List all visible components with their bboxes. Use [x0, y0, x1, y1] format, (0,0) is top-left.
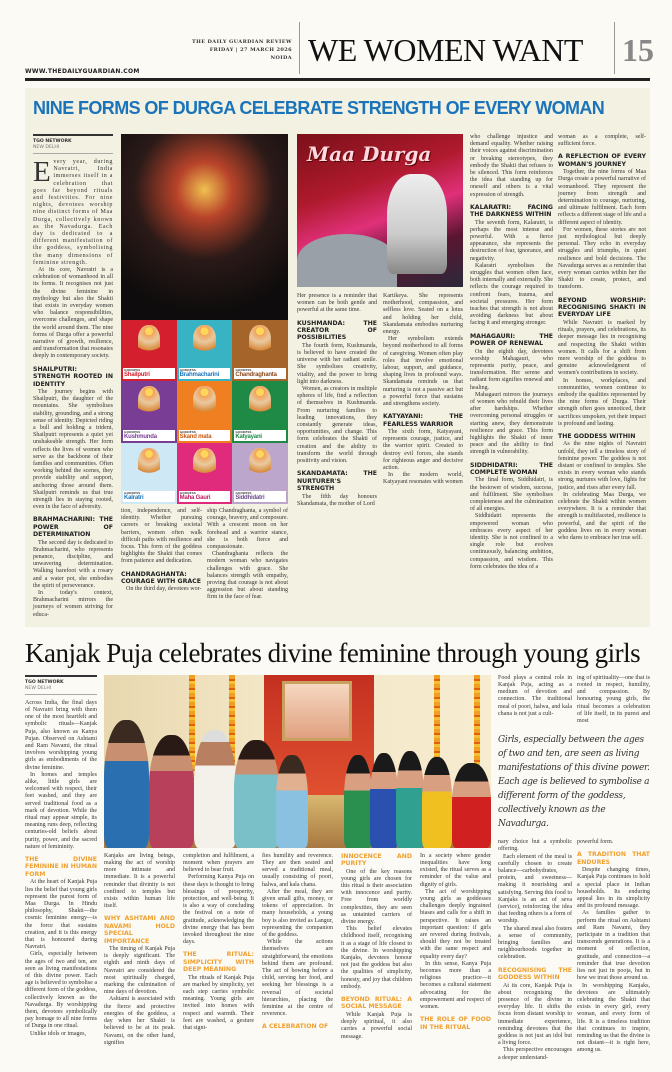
article-column — [33, 134, 113, 619]
goddess-caption: GODDESS — [235, 490, 252, 495]
paragraph: For women, these stories are not just mythological but deeply personal. They echo in everyday struggles and triumphs, in quiet resilience and bold decisions. The Navadurga serves as a reminder that every woman carries within her the Shakti to create, protect, and transform. — [558, 226, 646, 291]
paragraph: The seventh form, Kalaratri, is perhaps the most intense and powerful. With a fierce appearance, she represents the destruction of fear, ignorance, and negativity. — [470, 219, 553, 262]
paragraph: who challenge injustice and demand equality. Whether raising their voices against discrimination or breaking stereotypes, they embody the Shakti that refuses to be silenced. This form reinforces the idea that standing up for oneself and others is a vital expression of strength. — [470, 134, 553, 198]
goddess-name: Kalratri — [124, 494, 144, 501]
goddess-tile-chandraghanta — [232, 320, 288, 381]
goddess-caption: GODDESS — [124, 429, 141, 434]
page-header — [0, 0, 672, 88]
person — [149, 735, 194, 848]
durga-illustration — [121, 134, 288, 320]
article-column — [297, 293, 377, 508]
goddess-label — [179, 430, 231, 441]
subheading: RECOGNISING THE GODDESS WITHIN — [498, 966, 572, 982]
paragraph: The sixth form, Katyayani, represents courage, justice, and the warrior spirit. Created to destroy evil forces, she stands for righteous anger and decisive action. — [383, 429, 463, 472]
byline: TGO NETWORK — [33, 134, 113, 144]
goddess-name: Skand mata — [179, 433, 212, 440]
subheading: MAHAGAURI: THE POWER OF RENEWAL — [470, 332, 553, 348]
paragraph: On the third day, devotees wor- — [126, 586, 202, 593]
paragraph: In today's context, Brahmacharini mirrors the journeys of women striving for educa- — [33, 590, 113, 618]
paragraph: The journey begins with Shailputri, the daughter of the mountains. She symbolises stability, grounding, and a strong sense of identity. Depicted riding a bull and holding a trident, Shailputri represents a quiet yet unshakeable strength. Her form reflects the lives of women who serve as the backbone of their families and communities. Often working behind the scenes, they provide stability and support, anchoring those around them. Shailputri reminds us that true strength lies in staying rooted, even in the face of adversity. — [33, 388, 113, 511]
article-column — [383, 293, 463, 487]
article-column — [558, 134, 646, 542]
person — [104, 720, 149, 848]
subheading: SHAILPUTRI: STRENGTH ROOTED IN IDENTITY — [33, 365, 113, 388]
paragraph: The second day is dedicated to Brahmacharini, who represents penance, discipline, and unwavering determination. Walking barefoot with a rosary and a water pot, she embodies the spirit of perseverance. — [33, 539, 113, 589]
paragraph: completion and fulfilment, a moment when prayers are believed to bear fruit. — [183, 852, 254, 874]
paragraph: Ashtami is associated with the fierce and protective energies of the goddess, a day when her Shakti is believed to be at its peak. Navami, on the other hand, signifies — [104, 996, 175, 1046]
goddess-figure — [138, 448, 160, 479]
paragraph: ing of spirituality—one that is rooted in respect, humility, and compassion. By honouring young girls, the ritual becomes a celebration of life itself, in its purest and most — [577, 674, 650, 725]
goddess-tile-kushmunda — [121, 381, 177, 442]
paragraph: This perspective encourages a deeper understand- — [498, 1047, 572, 1061]
person — [194, 730, 236, 848]
article-column — [498, 675, 572, 718]
goddess-label — [123, 368, 175, 379]
edition-info — [150, 38, 292, 62]
byline: TGO NETWORK — [25, 675, 97, 685]
paragraph: woman as a complete, self-sufficient force. — [558, 134, 646, 148]
subheading: KATYAYANI: THE FEARLESS WARRIOR — [383, 413, 463, 428]
goddess-figure — [249, 386, 271, 417]
paragraph: The fifth day honours Skandamata, the mother of Lord — [297, 493, 377, 507]
goddess-name: Chandraghanta — [235, 372, 277, 379]
goddess-figure — [249, 448, 271, 479]
paragraph: In a society where gender inequalities have long existed, the ritual serves as a reminder of the value and dignity of girls. — [420, 852, 491, 888]
subheading: A CELEBRATION OF — [262, 1023, 329, 1031]
header-rule — [25, 78, 650, 81]
drop-cap: E — [33, 156, 52, 188]
goddess-label — [234, 491, 286, 502]
subheading: THE ROLE OF FOOD IN THE RITUAL — [420, 1016, 491, 1031]
goddess-label — [123, 430, 175, 441]
paragraph: In this sense, Kanya Puja becomes more than a religious practice—it becomes a cultural statement advocating for the empowerment and respect of women. — [420, 960, 491, 1011]
paragraph: Kanjaks are living beings, making the act of worship more intimate and immediate. It is a powerful reminder that divinity is not confined to temples but exists within human life itself. — [104, 852, 175, 910]
goddess-caption: GODDESS — [235, 429, 252, 434]
paragraph: The act of worshipping young girls as goddesses challenges deeply ingrained biases and calls for a shift in perspective. It raises an important question: if girls are revered during festivals, should they not be treated with the same respect and equality every day? — [420, 888, 491, 960]
girl — [344, 755, 372, 848]
goddess-name: Siddhidatri — [235, 494, 265, 501]
section-title: WE WOMEN WANT — [308, 32, 583, 68]
paragraph: The rituals of Kanjak Puja are marked by simplicity, yet each step carries symbolic meaning. Young girls are invited into homes with respect and warmth. Their feet are washed, a gesture that signi- — [183, 974, 254, 1032]
paragraph: tion, independence, and self-identity. Whether pursuing careers or breaking societal barriers, women often walk difficult paths with resilience and focus. This form of the goddess highlights the Shakti that comes from patience and dedication. — [121, 508, 202, 565]
goddess-figure — [193, 325, 215, 356]
subheading: THE RITUAL: SIMPLICITY WITH DEEP MEANING — [183, 951, 254, 974]
durga-comic-illustration — [297, 134, 463, 287]
goddess-portrait — [282, 681, 352, 741]
subheading: THE GODDESS WITHIN — [558, 432, 636, 440]
subheading: A REFLECTION OF EVERY WOMAN'S JOURNEY — [558, 153, 646, 168]
paragraph: Each element of the meal is carefully chosen to create balance—carbohydrates, protein, and sweetness—making it nourishing and satisfying. Serving this food to Kanjaks is an act of seva (service), reinforcing the idea that feeding others is a form of worship. — [498, 853, 572, 925]
goddess-figure — [138, 325, 160, 356]
bottom-story — [25, 627, 650, 1072]
subheading: WHY ASHTAMI AND NAVAMI HOLD SPECIAL IMPORTANCE — [104, 915, 175, 945]
navadurga-grid — [121, 320, 288, 504]
paragraph: At its core, Navratri is a celebration of womanhood in all its forms. It recognises not just the divine feminine in mythology but also the Shakti that exists in everyday women who balance responsibilities, overcome challenges, and shape the world around them. The nine forms of Durga offer a powerful narrative of growth, resilience, and transformation that resonates deeply in contemporary society. — [33, 267, 113, 360]
paragraph: In homes, workplaces, and communities, women continue to embody the qualities represented by the nine forms of Durga. Their strength often goes unnoticed, their sacrifices unspoken, yet their impact is profound and lasting. — [558, 377, 646, 427]
goddess-name: Brahmacharini — [179, 372, 220, 379]
article-column — [577, 675, 650, 725]
goddess-caption: GODDESS — [179, 490, 196, 495]
article-column — [341, 853, 412, 1041]
paragraph: The final form, Siddhidatri, is the bestower of wisdom, success, and fulfilment. She symbolises completeness and the culmination of all energies. — [470, 477, 553, 513]
subheading: BEYOND RITUAL: A SOCIAL MESSAGE — [341, 996, 412, 1011]
paragraph: Girls, especially between the ages of two and ten, are seen as living manifestations of this divine power. Each age is believed to symbolise a different form of the goddess, collectively known as the Navadurga. By worshipping them, devotees symbolically pay homage to all nine forms of Durga in one ritual. — [25, 951, 97, 1030]
subheading: BRAHMACHARINI: THE POWER OF DETERMINATION — [33, 516, 113, 539]
page-number: 15 — [622, 32, 654, 68]
paragraph — [33, 156, 113, 267]
article-column — [121, 508, 202, 594]
pull-quote: Girls, especially between the ages of two and ten, are seen as living manifestations of this divine power. Each age is believed to symbolise a different form of the goddess, collectively known as the Navadurga. — [498, 735, 650, 830]
paragraph: Together, the nine forms of Maa Durga create a powerful narrative of womanhood. They represent the journey from strength and determination to courage, nurturing, and ultimate fulfilment. Each form reflects a different stage of life and a different aspect of identity. — [558, 169, 647, 226]
paragraph: As the nine nights of Navratri unfold, they tell a timeless story of feminine power. The goddess is not distant or confined to temples. She exists in every woman who stands strong, nurtures with love, fights for justice, and rises after every fall. — [558, 441, 646, 491]
paragraph: While Kanjak Puja is deeply spiritual, it also carries a powerful social message. — [341, 1011, 412, 1040]
paragraph: The timing of Kanjak Puja is deeply significant. The eighth and ninth days of Navratri are considered the most spiritually charged, marking the culmination of nine days of devotion. — [104, 946, 175, 996]
paragraph: While the actions themselves are straightforward, the emotions behind them are profound. The act of bowing before a child, serving her food, and seeking her blessings is a reversal of societal hierarchies, placing the feminine at the centre of reverence. — [262, 939, 333, 1018]
girl — [396, 751, 424, 848]
paragraph: The shared meal also fosters a sense of community, bringing families and neighbourhoods together in celebration. — [498, 925, 572, 961]
right-stack — [498, 675, 650, 1062]
paragraph: powerful form. — [577, 839, 614, 846]
subheading: KALARATRI: FACING THE DARKNESS WITHIN — [470, 203, 553, 219]
dateline: NEW DELHI — [25, 686, 97, 695]
subheading: THE DIVINE FEMININE IN HUMAN FORM — [25, 856, 97, 878]
divider — [614, 22, 615, 74]
article-column — [470, 134, 553, 571]
goddess-tile-katyayani — [232, 381, 288, 442]
paragraph: While Navratri is marked by rituals, prayers, and celebrations, its deeper message lies in recognising and respecting the Shakti within women. It calls for a shift from mere worship of the goddess to genuine acknowledgment of women's contributions in society. — [558, 319, 646, 377]
goddess-tile-siddhidatri — [232, 443, 288, 504]
goddess-tile-kalratri — [121, 443, 177, 504]
goddess-name: Katyayani — [235, 433, 262, 440]
goddess-label — [179, 368, 231, 379]
article-column — [207, 508, 288, 602]
goddess-label — [123, 491, 175, 502]
comic-stack — [297, 134, 463, 508]
paragraph: Kalaratri symbolises the struggles that women often face, both internally and externally. She reflects the courage required to confront fears, trauma, and societal pressures. Her form teaches that strength is not about avoiding darkness but about facing it and emerging stronger. — [470, 262, 553, 327]
person — [234, 740, 279, 848]
paragraph: Her presence is a reminder that women can be both gentle and powerful at the same time. — [297, 293, 377, 314]
paragraph: fies humility and reverence. They are then seated and served a traditional meal, usually consisting of poori, halwa, and kala chana. — [262, 852, 333, 888]
subheading: A TRADITION THAT ENDURES — [577, 851, 650, 866]
kanjak-puja-photo — [104, 675, 491, 848]
article-column — [104, 853, 175, 1047]
subheading: INNOCENCE AND PURITY — [341, 852, 412, 868]
girl — [452, 763, 491, 848]
publication-name: THE DAILY GUARDIAN REVIEW — [191, 39, 292, 45]
article-column — [25, 675, 97, 1038]
goddess-label — [234, 368, 286, 379]
paragraph: Kartikeya. She represents motherhood, compassion, and selfless love. Seated on a lotus and holding her child, Skandamata embodies nurturing energy. — [383, 293, 463, 336]
bottom-headline: Kanjak Puja celebrates divine feminine through young girls — [25, 637, 641, 668]
goddess-figure — [138, 386, 160, 417]
image-stack — [121, 134, 288, 602]
photo-stack — [104, 675, 491, 1047]
paragraph: Chandraghanta reflects the modern woman who navigates challenges with grace. She balances strength with empathy, proving that courage is not about aggression but about standing firm in the face of fear. — [207, 551, 288, 601]
article-column — [577, 839, 650, 1054]
comic-title: Maa Durga — [307, 142, 432, 166]
paragraph: nary choice but a symbolic offering. — [498, 839, 572, 853]
paragraph: Performing Kanya Puja on these days is thought to bring blessings of prosperity, protection, and well-being. It is also a way of concluding the festival on a note of gratitude, acknowledging the divine energy that has been invoked throughout the nine days. — [183, 874, 254, 946]
subheading: CHANDRAGHANTA: COURAGE WITH GRACE — [121, 570, 201, 586]
goddess-name: Maha Gauri — [179, 494, 211, 501]
paragraph: Mahagauri mirrors the journeys of women who rebuild their lives after hardships. Whether overcoming personal struggles or starting anew, they demonstrate resilience and grace. This form highlights the Shakti of inner peace and the ability to find strength in vulnerability. — [470, 391, 553, 456]
paragraph: At its core, Kanjak Puja is about recognising the presence of the divine in everyday life. It shifts the focus from distant worship to immediate experience, reminding devotees that the goddess is not just an idol but a living force. — [498, 982, 572, 1047]
paragraph: In celebrating Maa Durga, we celebrate the Shakti within women everywhere. It is a reminder that strength is multifaceted, resilience is powerful, and the spirit of the goddess lives on in every woman who dares to embrace her true self. — [558, 491, 646, 541]
goddess-name: Shailputri — [124, 372, 150, 379]
goddess-tile-brahmacharini — [177, 320, 233, 381]
website-link[interactable]: WWW.THEDAILYGUARDIAN.COM — [25, 68, 140, 75]
paragraph: In the modern world, Katyayani resonates with women — [383, 472, 463, 486]
goddess-tile-shailputri — [121, 320, 177, 381]
divider — [299, 22, 300, 74]
subheading: SIDDHIDATRI: THE COMPLETE WOMAN — [470, 461, 553, 476]
goddess-caption: GODDESS — [124, 368, 141, 373]
goddess-caption: GODDESS — [179, 368, 196, 373]
lion-figure — [297, 234, 397, 287]
subheading: BEYOND WORSHIP: RECOGNISING SHAKTI IN EVERYDAY LIFE — [558, 296, 646, 319]
paragraph: After the meal, they are given small gifts, money, or tokens of appreciation. In many households, a young boy is also invited as Langur, representing the companion of the goddess. — [262, 888, 333, 939]
paragraph: Food plays a central role in Kanjak Puja, acting as a medium of devotion and connection. The traditional meal of poori, halwa, and kala chana is not just a culi- — [498, 674, 572, 717]
paragraph: Siddhidatri represents the empowered woman who embraces every aspect of her identity. She is not confined to a single role but evolves continuously, balancing ambition, compassion, and wisdom. This form celebrates the idea of a — [470, 513, 553, 570]
paragraph: In homes and temples alike, little girls are welcomed with respect, their feet washed, and they are served traditional food as a mark of devotion. While the ritual may appear simple, its meaning runs deep, reflecting centuries-old beliefs about purity, power, and the sacred nature of femininity. — [25, 771, 97, 850]
goddess-figure — [193, 448, 215, 479]
goddess-tile-skand-mata — [177, 381, 233, 442]
goddess-figure — [193, 386, 215, 417]
goddess-caption: GODDESS — [235, 368, 252, 373]
girl — [370, 753, 398, 848]
paragraph: Women, as creators in multiple spheres of life, find a reflection of themselves in Kushmanda. From nurturing families to leading innovations, they constantly generate ideas, opportunities, and change. This form celebrates the Shakti of creation and the ability to transform the world through positivity and vision. — [297, 386, 377, 465]
article-column — [498, 839, 572, 1062]
subheading: SKANDAMATA: THE NURTURER'S STRENGTH — [297, 470, 377, 493]
paragraph: As families gather to perform the ritual on Ashtami and Ram Navami, they participate in a tradition that transcends generations. It is a moment of reflection, gratitude, and connection—a reminder that true devotion lies not just in pooja, but in how we treat those around us. — [577, 910, 650, 982]
article-column — [262, 853, 333, 1032]
paragraph: Despite changing times, Kanjak Puja continues to hold a special place in Indian households. Its enduring appeal lies in its simplicity and its profound message. — [577, 867, 650, 910]
publication-city: NOIDA — [270, 55, 292, 61]
paragraph: This belief elevates childhood itself, recognising it as a stage of life closest to the divine. In worshipping Kanjaks, devotees honour not just the goddess but also the qualities of simplicity, honesty, and joy that children embody. — [341, 926, 412, 990]
child — [276, 755, 308, 848]
paragraph: On the eighth day, devotees worship Mahagauri, who represents purity, peace, and transformation. Her serene and radiant form signifies renewal and healing. — [470, 348, 553, 391]
paragraph: At the heart of Kanjak Puja lies the belief that young girls represent the purest form of Maa Durga. In Hindu philosophy, Shakti—the cosmic feminine energy—is the force that sustains creation, and it is this energy that is honoured during Navratri. — [25, 879, 97, 951]
dateline: NEW DELHI — [33, 145, 113, 154]
paragraph: Unlike idols or images, — [30, 1030, 86, 1037]
goddess-figure — [387, 174, 447, 274]
publication-date: FRIDAY | 27 MARCH 2026 — [209, 47, 292, 53]
top-story-box — [25, 88, 650, 627]
goddess-caption: GODDESS — [124, 490, 141, 495]
paragraph: In worshipping Kanjaks, devotees are ultimately celebrating the Shakti that exists in every girl, every woman, and every form of life. It is a timeless tradition that continues to inspire, reminding us that the divine is not distant—it is right here, among us. — [577, 982, 650, 1054]
article-column — [420, 853, 491, 1032]
paragraph: ship Chandraghanta, a symbol of courage, bravery, and composure. With a crescent moon on her forehead and a warrior stance, she is both fierce and compassionate. — [207, 508, 288, 551]
goddess-label — [234, 430, 286, 441]
subheading: KUSHMANDA: THE CREATOR OF POSSIBILITIES — [297, 319, 377, 342]
girl — [422, 757, 452, 848]
paragraph: Her symbolism extends beyond motherhood to all forms of caregiving. Women often play roles that involve emotional labour, support, and guidance, shaping lives in profound ways. Skandamata reminds us that nurturing is not a passive act but a powerful force that sustains and strengthens society. — [383, 336, 463, 408]
top-headline: NINE FORMS OF DURGA CELEBRATE STRENGTH OF EVERY WOMAN — [33, 98, 605, 118]
paragraph: The fourth form, Kushmanda, is believed to have created the universe with her radiant smile. She symbolises creativity, vitality, and the power to bring light into darkness. — [297, 342, 377, 385]
goddess-name: Kushmunda — [124, 433, 157, 440]
paragraph: One of the key reasons young girls are chosen for this ritual is their association with innocence and purity. Free from worldly complexities, they are seen as untainted carriers of divine energy. — [341, 868, 412, 926]
article-column — [183, 853, 254, 1032]
paragraph-text: very year, during Navratri, India immerses itself in a celebration that goes far beyond rituals and festivities. For nine nights, devotees worship nine distinct forms of Maa Durga, collectively known as the Navadurga. Each day is dedicated to a different manifestation of the goddess, symbolising the many dimensions of feminine strength. — [33, 159, 113, 266]
goddess-tile-maha-gauri — [177, 443, 233, 504]
goddess-figure — [249, 325, 271, 356]
goddess-caption: GODDESS — [179, 429, 196, 434]
paragraph: Across India, the final days of Navratri bring with them one of the most heartfelt and symbolic rituals—Kanjak Puja, also known as Kanya Pujan. Observed on Ashtami and Ram Navami, the ritual involves worshipping young girls as embodiments of the divine feminine. — [25, 699, 97, 771]
goddess-label — [179, 491, 231, 502]
